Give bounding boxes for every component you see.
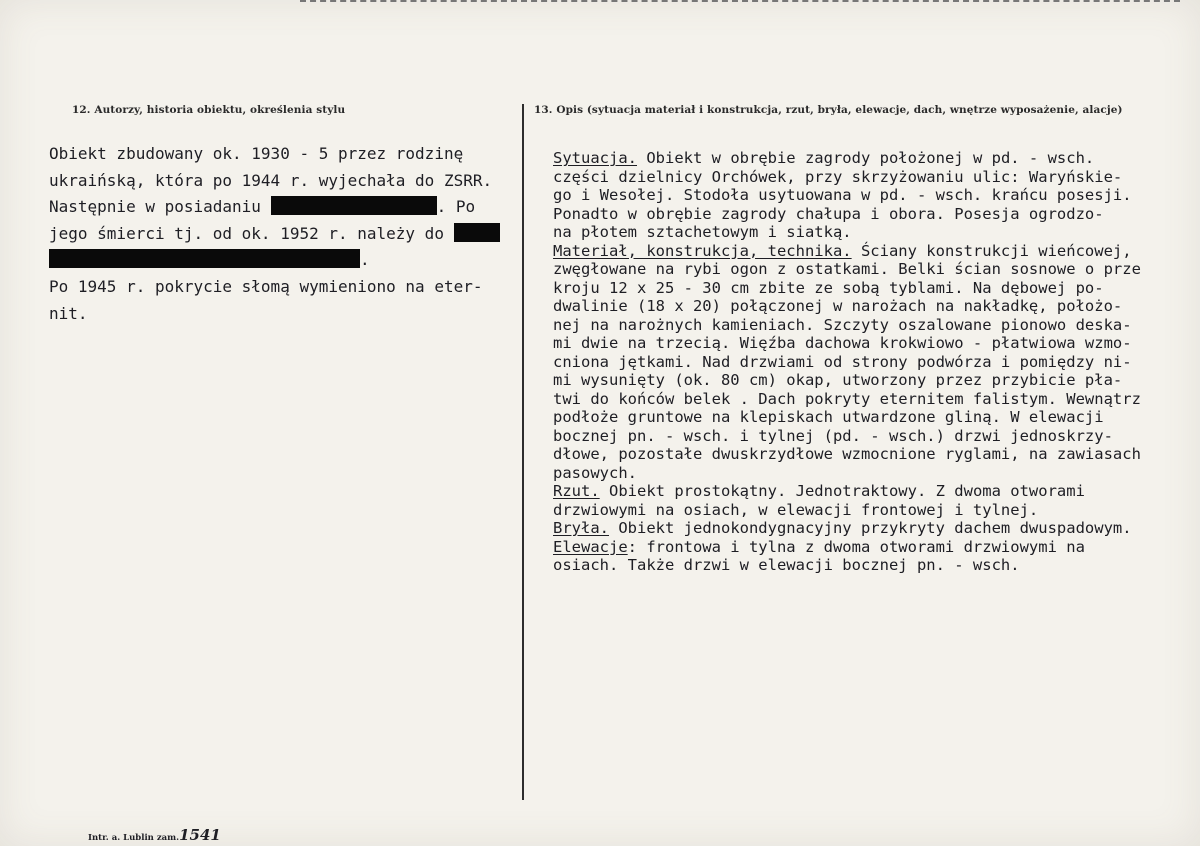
description-fragment: Obiekt jednokondygnacyjny przykryty dachem dwuspadowym. — [609, 519, 1132, 537]
section-title-bryla: Bryła. — [553, 519, 609, 537]
description-line: Ponadto w obrębie zagrody chałupa i obora. Posesja ogrodzo- — [553, 204, 1104, 223]
history-line: ukraińską, która po 1944 r. wyjechała do ZSRR. — [49, 170, 493, 190]
header-history: 12. Autorzy, historia obiektu, określenia stylu — [72, 104, 346, 116]
column-divider — [522, 104, 524, 800]
description-line: mi dwie na trzecią. Więźba dachowa krokwiowo - płatwiowa wzmo- — [553, 334, 1132, 352]
history-line — [49, 221, 519, 248]
description-line: bocznej pn. - wsch. i tylnej (pd. - wsch.) drzwi jednoskrzy- — [553, 426, 1113, 445]
header-description: 13. Opis (sytuacja materiał i konstrukcja, rzut, bryła, elewacje, dach, wnętrze wyposażenie, alacje) — [534, 104, 1123, 116]
description-line: podłoże gruntowe na klepiskach utwardzone gliną. W elewacji — [553, 408, 1104, 426]
history-fragment: jego śmierci tj. od ok. 1952 r. należy do — [49, 223, 444, 243]
section-title-rzut: Rzut. — [553, 482, 600, 500]
history-text — [49, 141, 519, 327]
description-line: cniona jętkami. Nad drzwiami od strony podwórza i pomiędzy ni- — [553, 352, 1132, 371]
history-line — [49, 194, 519, 221]
section-title-elewacje: Elewacje — [553, 537, 628, 556]
description-fragment: Obiekt w obrębie zagrody położonej w pd. - wsch. — [637, 149, 1095, 167]
description-line: nej na narożnych kamieniach. Szczyty oszalowane pionowo deska- — [553, 315, 1132, 334]
description-line: pasowych. — [553, 463, 637, 482]
description-line: części dzielnicy Orchówek, przy skrzyżowaniu ulic: Waryńskie- — [553, 167, 1123, 186]
description-line — [553, 519, 1198, 538]
redaction-bar — [49, 249, 360, 268]
description-line: dłowe, pozostałe dwuskrzydłowe wzmocnione ryglami, na zawiasach — [553, 445, 1141, 463]
description-line: mi wysunięty (ok. 80 cm) okap, utworzony przez przybicie pła- — [553, 371, 1123, 389]
history-line: nit. — [49, 303, 88, 323]
description-line — [553, 538, 1198, 557]
catalog-label: Intr. a. Lublin zam. — [88, 833, 180, 843]
history-fragment: Następnie w posiadaniu — [49, 197, 261, 217]
redaction-bar — [271, 196, 437, 215]
history-line: Po 1945 r. pokrycie słomą wymieniono na eter- — [49, 276, 483, 296]
description-line: kroju 12 x 25 - 30 cm zbite ze sobą tyblami. Na dębowej po- — [553, 278, 1104, 297]
section-title-material: Materiał, konstrukcja, technika. — [553, 241, 852, 260]
history-line — [49, 247, 519, 274]
catalog-number — [88, 826, 221, 844]
history-fragment: . Po — [436, 197, 476, 217]
description-line: drzwiowymi na osiach, w elewacji frontowej i tylnej. — [553, 500, 1039, 519]
description-line: zwęgłowane na rybi ogon z ostatkami. Belki ścian sosnowe o prze — [553, 260, 1141, 278]
description-line: go i Wesołej. Stodoła usytuowana w pd. - wsch. krańcu posesji. — [553, 186, 1132, 204]
description-fragment: Obiekt prostokątny. Jednotraktowy. Z dwoma otworami — [599, 482, 1085, 500]
description-line: na płotem sztachetowym i siatką. — [553, 223, 852, 241]
top-dashed-line — [300, 0, 1180, 5]
history-fragment: . — [360, 250, 370, 270]
section-title-sytuacja: Sytuacja. — [553, 149, 637, 167]
redaction-bar — [454, 223, 500, 242]
history-line: Obiekt zbudowany ok. 1930 - 5 przez rodzinę — [49, 144, 464, 163]
description-line — [553, 242, 1198, 261]
description-text — [553, 149, 1198, 575]
description-line — [553, 149, 1198, 168]
description-line: twi do końców belek . Dach pokryty eternitem falistym. Wewnątrz — [553, 389, 1141, 408]
catalog-handwritten-number: 1541 — [179, 826, 221, 844]
description-line — [553, 482, 1198, 501]
description-line: dwalinie (18 x 20) połączonej w narożach na nakładkę, położo- — [553, 297, 1123, 315]
description-fragment: : frontowa i tylna z dwoma otworami drzwiowymi na — [627, 537, 1085, 556]
description-line: osiach. Także drzwi w elewacji bocznej pn. - wsch. — [553, 556, 1020, 574]
description-fragment: Ściany konstrukcji wieńcowej, — [851, 241, 1132, 260]
